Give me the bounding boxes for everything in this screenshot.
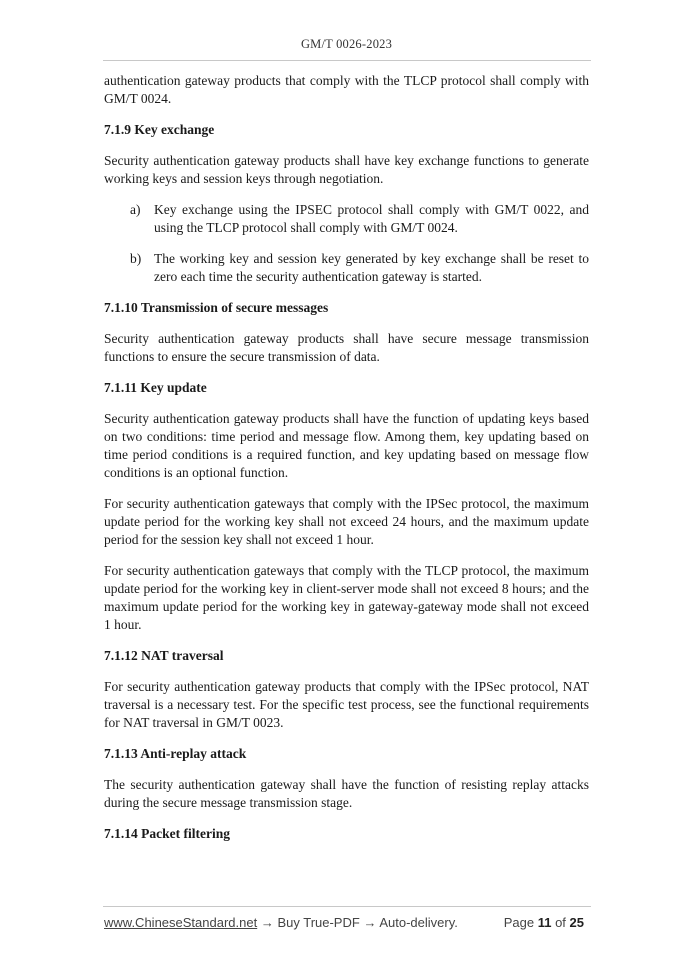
footer-promo [104,915,458,930]
page-label: Page [503,915,535,930]
section-heading-key-exchange: 7.1.9 Key exchange [104,122,215,137]
paragraph: Security authentication gateway products shall have key exchange functions to generate working keys and session keys through negotiation. [104,153,589,186]
list-item [104,201,589,237]
document-header: GM/T 0026-2023 [300,37,393,51]
paragraph: Security authentication gateway products shall have the function of updating keys based on two conditions: time period and message flow. Among them, key updating based on time period conditions is a required function, and key updating based on message flow conditions is an optional function. [104,411,589,480]
list-item-text: The working key and session key generated by key exchange shall be reset to zero each time the security authentication gateway is started. [154,251,589,284]
list-marker: a) [130,202,141,217]
header-divider [103,60,591,61]
current-page: 11 [537,915,552,930]
section-heading-nat-traversal: 7.1.12 NAT traversal [104,648,224,663]
paragraph: authentication gateway products that comply with the TLCP protocol shall comply with GM/T 0024. [104,73,589,106]
buy-text: Buy True-PDF [277,915,360,930]
list-item [104,250,589,286]
paragraph: For security authentication gateways that comply with the IPSec protocol, the maximum update period for the working key shall not exceed 24 hours, and the maximum update period for the session key shall not exceed 1 hour. [104,496,589,547]
section-heading-secure-messages: 7.1.10 Transmission of secure messages [104,300,329,315]
footer-divider [103,906,591,907]
paragraph: For security authentication gateways that comply with the TLCP protocol, the maximum update period for the working key in client-server mode shall not exceed 8 hours; and the maximum update period for the working key in gateway-gateway mode shall not exceed 1 hour. [104,563,589,632]
list-marker: b) [130,251,142,266]
total-pages: 25 [569,915,584,930]
page-number [504,915,584,930]
section-heading-key-update: 7.1.11 Key update [104,380,207,395]
page-body [104,72,589,856]
paragraph: The security authentication gateway shall have the function of resisting replay attacks during the secure message transmission stage. [104,777,589,810]
delivery-text: Auto-delivery. [379,915,458,930]
paragraph: For security authentication gateway products that comply with the IPSec protocol, NAT traversal is a necessary test. For the specific test process, see the functional requirements for NAT traversal in GM/T 0023. [104,679,589,730]
of-label: of [555,915,566,930]
section-heading-anti-replay: 7.1.13 Anti-replay attack [104,746,247,761]
arrow-right-icon: → [363,915,377,930]
paragraph: Security authentication gateway products shall have secure message transmission functions to ensure the secure transmission of data. [104,331,589,364]
arrow-right-icon: → [260,915,274,930]
site-link[interactable]: www.ChineseStandard.net [104,915,258,930]
section-heading-packet-filtering: 7.1.14 Packet filtering [104,826,230,841]
list-item-text: Key exchange using the IPSEC protocol shall comply with GM/T 0022, and using the TLCP protocol shall comply with GM/T 0024. [154,202,589,235]
